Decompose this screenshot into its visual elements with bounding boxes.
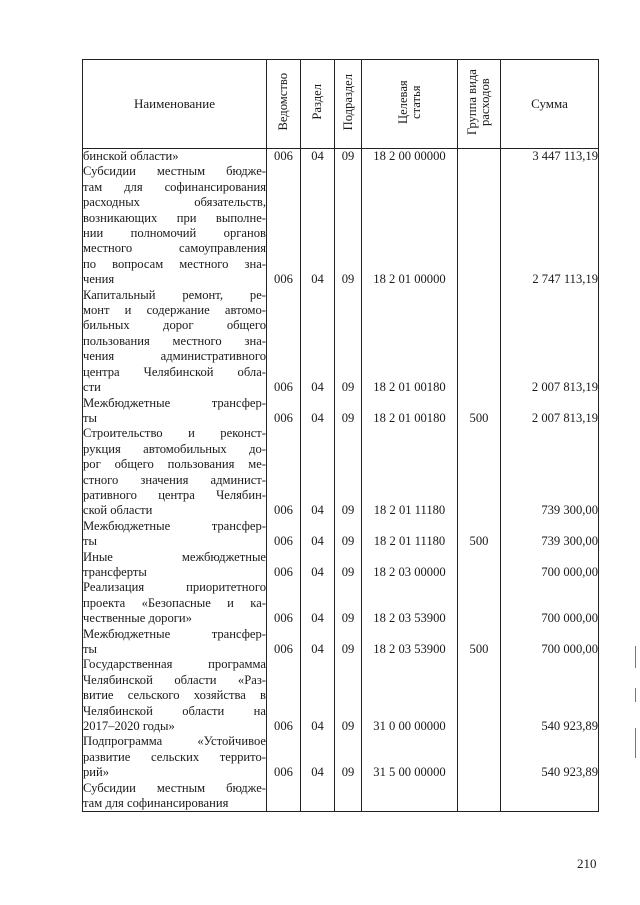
scan-edge-mark (635, 688, 636, 702)
row-celevaya: 31 5 00 00000 (362, 734, 458, 780)
table-row (83, 149, 599, 165)
row-name-line: чения (83, 272, 115, 287)
row-razdel: 04 (301, 734, 335, 780)
header-summa: Сумма (501, 60, 599, 149)
row-name-line: Реализация приоритетного (83, 580, 266, 595)
row-celevaya: 18 2 00 00000 (362, 149, 458, 165)
row-name-line: Челябинской области на (83, 703, 266, 718)
table-header-row (83, 60, 599, 149)
row-name (83, 149, 267, 165)
row-ved: 006 (267, 426, 301, 518)
row-podrazdel: 09 (335, 164, 362, 287)
table-row (83, 550, 599, 581)
row-name-line: местного самоуправления (83, 241, 266, 256)
table-row (83, 734, 599, 780)
row-ved: 006 (267, 396, 301, 427)
row-podrazdel: 09 (335, 627, 362, 658)
table-row (83, 164, 599, 287)
table-row (83, 426, 599, 518)
row-ved: 006 (267, 519, 301, 550)
budget-table (82, 59, 599, 812)
row-ved: 006 (267, 149, 301, 165)
row-summa: 739 300,00 (501, 426, 599, 518)
row-name-line: Государственная программа (83, 657, 266, 672)
row-name-line: стного значения админист- (83, 472, 266, 487)
row-name-line: Межбюджетные трансфер- (83, 395, 266, 410)
row-gruppa: 500 (458, 519, 501, 550)
row-name-line: центра Челябинской обла- (83, 364, 266, 379)
row-ved: 006 (267, 734, 301, 780)
row-summa: 540 923,89 (501, 734, 599, 780)
row-podrazdel: 09 (335, 149, 362, 165)
row-name-line: рий» (83, 765, 110, 780)
row-name-line: расходных обязательств, (83, 195, 266, 210)
header-podrazdel: Подраздел (340, 73, 355, 130)
table-row (83, 519, 599, 550)
row-gruppa (458, 734, 501, 780)
row-razdel: 04 (301, 519, 335, 550)
table-row (83, 781, 599, 812)
row-ved: 006 (267, 580, 301, 626)
row-gruppa (458, 781, 501, 812)
row-name-line: Подпрограмма «Устойчивое (83, 734, 266, 749)
table-row (83, 657, 599, 734)
row-name (83, 657, 267, 734)
table-row (83, 396, 599, 427)
row-celevaya: 18 2 01 00000 (362, 164, 458, 287)
row-celevaya (362, 781, 458, 812)
row-name-line: монт и содержание автомо- (83, 303, 266, 318)
row-name-line: чения административного (83, 349, 266, 364)
table-row (83, 288, 599, 396)
row-name-line: развитие сельских террито- (83, 749, 266, 764)
header-gruppa-cell (458, 60, 501, 149)
row-name-line: трансферты (83, 564, 147, 579)
header-podrazdel-cell (335, 60, 362, 149)
row-razdel (301, 781, 335, 812)
row-ved: 006 (267, 627, 301, 658)
row-gruppa (458, 164, 501, 287)
row-razdel: 04 (301, 426, 335, 518)
row-name-line: сти (83, 380, 101, 395)
row-podrazdel: 09 (335, 550, 362, 581)
header-gruppa: Группа вида расходов (465, 68, 492, 135)
header-ved: Ведомство (276, 73, 290, 131)
row-celevaya: 18 2 01 00180 (362, 288, 458, 396)
row-name-line: бильных дорог общего (83, 318, 266, 333)
row-celevaya: 31 0 00 00000 (362, 657, 458, 734)
row-name (83, 426, 267, 518)
row-name-line: Субсидии местным бюдже- (83, 164, 266, 179)
row-celevaya: 18 2 03 53900 (362, 627, 458, 658)
row-ved (267, 781, 301, 812)
row-name (83, 627, 267, 658)
row-name-line: Иные межбюджетные (83, 549, 266, 564)
row-podrazdel: 09 (335, 734, 362, 780)
row-name-line: рукция автомобильных до- (83, 441, 266, 456)
row-name (83, 580, 267, 626)
row-celevaya: 18 2 01 00180 (362, 396, 458, 427)
scan-edge-mark (635, 728, 636, 758)
row-podrazdel: 09 (335, 396, 362, 427)
row-celevaya: 18 2 03 53900 (362, 580, 458, 626)
row-razdel: 04 (301, 657, 335, 734)
header-celevaya: Целевая статья (395, 79, 423, 124)
row-name-line: ты (83, 534, 97, 549)
row-podrazdel: 09 (335, 580, 362, 626)
row-summa: 3 447 113,19 (501, 149, 599, 165)
row-podrazdel: 09 (335, 426, 362, 518)
row-name-line: чественные дороги» (83, 611, 192, 626)
row-name-line: возникающих при выполне- (83, 210, 266, 225)
table-row (83, 627, 599, 658)
row-ved: 006 (267, 550, 301, 581)
row-name-line: проекта «Безопасные и ка- (83, 595, 266, 610)
row-name (83, 734, 267, 780)
row-celevaya: 18 2 01 11180 (362, 426, 458, 518)
row-gruppa (458, 426, 501, 518)
row-razdel: 04 (301, 164, 335, 287)
header-name: Наименование (83, 60, 267, 149)
row-name-line: ской области (83, 503, 153, 518)
page-number: 210 (577, 856, 597, 871)
row-name-line: по вопросам местного зна- (83, 256, 266, 271)
table-row (83, 580, 599, 626)
row-name-line: Строительство и реконст- (83, 426, 266, 441)
row-razdel: 04 (301, 396, 335, 427)
row-name-line: ты (83, 410, 97, 425)
row-podrazdel: 09 (335, 657, 362, 734)
row-summa: 700 000,00 (501, 580, 599, 626)
row-summa: 700 000,00 (501, 627, 599, 658)
row-name-line: ративного центра Челябин- (83, 487, 266, 502)
row-podrazdel (335, 781, 362, 812)
row-name (83, 519, 267, 550)
header-razdel: Раздел (310, 83, 324, 120)
row-ved: 006 (267, 657, 301, 734)
row-summa: 739 300,00 (501, 519, 599, 550)
row-razdel: 04 (301, 627, 335, 658)
row-summa: 2 007 813,19 (501, 396, 599, 427)
row-celevaya: 18 2 03 00000 (362, 550, 458, 581)
row-name (83, 396, 267, 427)
row-ved: 006 (267, 164, 301, 287)
row-name-line: нии полномочий органов (83, 226, 266, 241)
row-celevaya: 18 2 01 11180 (362, 519, 458, 550)
row-gruppa (458, 149, 501, 165)
row-summa: 2 007 813,19 (501, 288, 599, 396)
row-name (83, 781, 267, 812)
row-name-line: Межбюджетные трансфер- (83, 518, 266, 533)
row-name-line: бинской области» (83, 149, 179, 163)
row-name-line: рог общего пользования ме- (83, 457, 266, 472)
header-razdel-cell (301, 60, 335, 149)
row-gruppa (458, 657, 501, 734)
row-summa: 700 000,00 (501, 550, 599, 581)
row-ved: 006 (267, 288, 301, 396)
header-ved-cell (267, 60, 301, 149)
row-name-line: 2017–2020 годы» (83, 719, 175, 734)
row-razdel: 04 (301, 550, 335, 581)
table-body (83, 149, 599, 812)
scan-edge-mark (635, 646, 636, 668)
row-name-line: Межбюджетные трансфер- (83, 626, 266, 641)
row-podrazdel: 09 (335, 288, 362, 396)
row-name (83, 288, 267, 396)
row-name (83, 164, 267, 287)
row-gruppa (458, 550, 501, 581)
row-name-line: там для софинансирования (83, 179, 266, 194)
row-name-line: пользования местного зна- (83, 333, 266, 348)
row-name-line: витие сельского хозяйства в (83, 688, 266, 703)
row-razdel: 04 (301, 580, 335, 626)
row-gruppa: 500 (458, 627, 501, 658)
row-name-line: Субсидии местным бюдже- (83, 780, 266, 795)
row-podrazdel: 09 (335, 519, 362, 550)
header-celevaya-cell (362, 60, 458, 149)
row-razdel: 04 (301, 149, 335, 165)
row-name-line: там для софинансирования (83, 796, 229, 811)
row-name (83, 550, 267, 581)
row-razdel: 04 (301, 288, 335, 396)
row-summa: 2 747 113,19 (501, 164, 599, 287)
row-gruppa: 500 (458, 396, 501, 427)
row-gruppa (458, 288, 501, 396)
row-gruppa (458, 580, 501, 626)
row-name-line: Челябинской области «Раз- (83, 672, 266, 687)
row-name-line: ты (83, 642, 97, 656)
row-name-line: Капитальный ремонт, ре- (83, 287, 266, 302)
row-summa (501, 781, 599, 812)
row-summa: 540 923,89 (501, 657, 599, 734)
